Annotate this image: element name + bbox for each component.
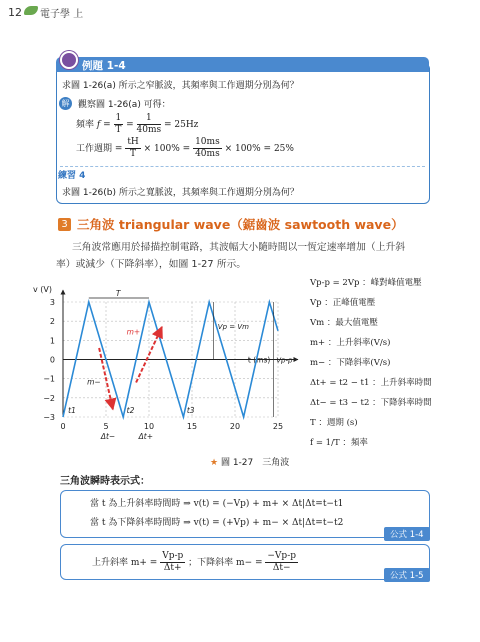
triangular-wave-chart xyxy=(28,280,313,450)
divider xyxy=(60,166,425,167)
freq-lhs: f = xyxy=(96,120,111,130)
y-tick-label: −2 xyxy=(43,393,55,403)
y-tick-label: 2 xyxy=(49,317,55,327)
duty-mid: × 100% = xyxy=(143,144,191,154)
duty-num1: tH xyxy=(127,137,139,147)
freq-result: = 25Hz xyxy=(163,120,199,130)
duty-label: 工作週期 xyxy=(76,144,113,154)
duty-formula xyxy=(76,137,294,160)
t1-label: t1 xyxy=(68,406,76,416)
slope-up-label: 上升斜率 m+ = xyxy=(92,558,158,568)
x-tick-label: 25 xyxy=(272,422,284,431)
definition-item: Vp ：正峰值電壓 xyxy=(310,298,376,308)
slope-down-den: Δt− xyxy=(272,563,291,573)
duty-den2: 40ms xyxy=(195,149,220,159)
definition-item: Δt+ = t2 − t1 ：上升斜率時間 xyxy=(310,378,432,388)
definition-item: T ：週期 (s) xyxy=(310,418,358,428)
page-number: 12 xyxy=(8,6,22,19)
freq-label: 頻率 xyxy=(76,120,95,130)
vpp-label: Vp-p xyxy=(276,356,293,365)
y-axis-label: v (V) xyxy=(33,285,52,294)
section-para-line1: 三角波常應用於掃描控制電路，其波幅大小隨時間以一恆定速率增加（上升斜 xyxy=(72,242,406,253)
section-title: 三角波 triangular wave（鋸齒波 sawtooth wave） xyxy=(77,217,404,232)
figure-caption-text: 圖 1-27 三角波 xyxy=(220,458,290,468)
freq-den2: 40ms xyxy=(136,125,162,135)
x-tick-label: 5 xyxy=(103,422,109,431)
x-tick-label: 20 xyxy=(229,422,241,431)
freq-num2: 1 xyxy=(137,113,162,125)
practice-question: 求圖 1-26(b) 所示之寬脈波，其頻率與工作週期分別為何？ xyxy=(62,188,299,198)
y-tick-label: 1 xyxy=(49,336,55,346)
example-title: 例題 1-4 xyxy=(82,60,126,72)
slope-formula xyxy=(92,551,298,574)
duty-num2: 10ms xyxy=(195,137,220,147)
m-minus-label: m− xyxy=(87,377,101,387)
slope-down-num: −Vp-p xyxy=(267,551,296,561)
slope-down-label: ；下降斜率 m− = xyxy=(188,558,263,568)
slope-up-num: Vp-p xyxy=(162,551,184,561)
t2-label: t2 xyxy=(126,406,135,416)
definition-item: Vp-p = 2Vp ：峰對峰值電壓 xyxy=(310,278,422,288)
frequency-formula: 頻率 f = $\frac{1}{T}$ = $\frac{1}{40ms}$ = 25Hz xyxy=(76,113,199,135)
practice-title: 練習 4 xyxy=(58,171,86,181)
slope-up-den: Δt+ xyxy=(163,563,182,573)
x-tick-label: 0 xyxy=(60,422,66,431)
duty-result: × 100% = 25% xyxy=(224,144,294,154)
formula-heading: 三角波瞬時表示式： xyxy=(60,476,150,487)
formula-line1: 當 t 為上升斜率時間時 ⇒ v(t) = (−Vp) + m+ × Δt|Δt=t−t1 xyxy=(90,499,344,509)
formula-tag-2: 公式 1-5 xyxy=(384,568,430,582)
y-tick-label: 0 xyxy=(49,355,55,365)
definition-item: f = 1/T ：頻率 xyxy=(310,438,368,448)
duty-eq: = xyxy=(114,144,123,154)
t3-label: t3 xyxy=(186,406,195,416)
formula-line2: 當 t 為下降斜率時間時 ⇒ v(t) = (+Vp) + m− × Δt|Δt=t−t2 xyxy=(90,518,344,528)
y-tick-label: 3 xyxy=(49,298,55,307)
period-label: T xyxy=(115,289,121,298)
y-tick-label: −1 xyxy=(43,374,55,384)
dt-minus-label: Δt− xyxy=(100,432,116,441)
definition-item: m− ：下降斜率(V/s) xyxy=(310,358,391,368)
m-plus-label: m+ xyxy=(126,327,141,337)
subject-title: 電子學 上 xyxy=(40,9,84,20)
x-tick-label: 10 xyxy=(143,422,155,431)
formula-tag-1: 公式 1-4 xyxy=(384,527,430,541)
freq-num1: 1 xyxy=(115,113,122,123)
definition-item: m+ ：上升斜率(V/s) xyxy=(310,338,391,348)
solution-intro: 觀察圖 1-26(a) 可得： xyxy=(78,100,171,110)
solution-badge: 解 xyxy=(59,97,72,110)
leaf-icon xyxy=(24,6,38,15)
y-tick-label: −3 xyxy=(43,413,55,422)
x-axis-label: t (ms) xyxy=(247,355,271,365)
star-icon: ★ xyxy=(210,458,219,468)
figure-caption xyxy=(210,455,289,468)
duty-den1: T xyxy=(130,149,137,159)
definition-item: Vm ：最大值電壓 xyxy=(310,318,378,328)
section-number: 3 xyxy=(58,218,71,231)
freq-den1: T xyxy=(115,125,122,135)
chart-annotations xyxy=(68,289,293,441)
vp-vm-label: Vp = Vm xyxy=(217,322,249,331)
definition-item: Δt− = t3 − t2 ：下降斜率時間 xyxy=(310,398,432,408)
mushroom-icon xyxy=(60,51,78,69)
dt-plus-label: Δt+ xyxy=(138,432,154,441)
section-para-line2: 率）或減少（下降斜率），如圖 1-27 所示。 xyxy=(56,259,247,270)
x-tick-label: 15 xyxy=(186,422,198,431)
example-question: 求圖 1-26(a) 所示之窄脈波，其頻率與工作週期分別為何？ xyxy=(62,81,299,91)
